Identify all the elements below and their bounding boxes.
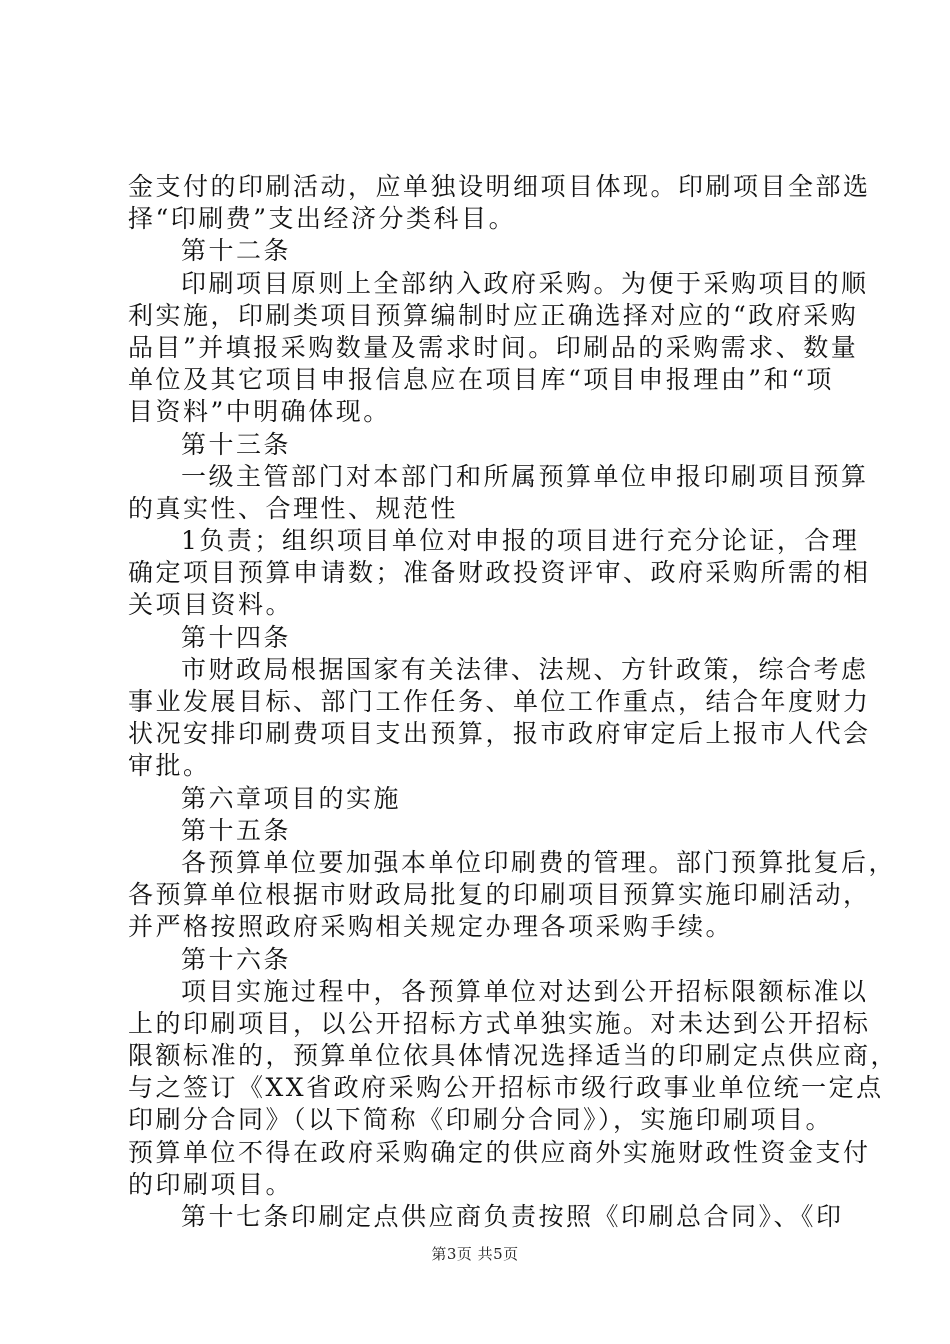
text-line: 第十六条 xyxy=(181,944,292,974)
text-line: 一级主管部门对本部门和所属预算单位申报印刷项目预算 xyxy=(181,461,869,491)
text-line: 目资料”中明确体现。 xyxy=(128,397,391,427)
text-line: 第六章项目的实施 xyxy=(181,783,402,813)
text-line: 预算单位不得在政府采购确定的供应商外实施财政性资金支付 xyxy=(128,1137,871,1167)
document-body xyxy=(128,171,899,1233)
text-line: 第十五条 xyxy=(181,815,292,845)
text-line: 项目实施过程中，各预算单位对达到公开招标限额标准以 xyxy=(181,976,869,1006)
text-line: 品目”并填报采购数量及需求时间。印刷品的采购需求、数量 xyxy=(128,332,859,362)
text-line: 确定项目预算申请数；准备财政投资评审、政府采购所需的相 xyxy=(128,558,871,588)
text-line: 印刷分合同》（以下简称《印刷分合同》），实施印刷项目。 xyxy=(128,1105,834,1135)
text-line: 并严格按照政府采购相关规定办理各项采购手续。 xyxy=(128,912,734,942)
text-line: 第十三条 xyxy=(181,429,292,459)
text-line: 金支付的印刷活动，应单独设明细项目体现。印刷项目全部选 xyxy=(128,172,871,201)
page-footer: 第3页 共5页 xyxy=(431,1245,519,1263)
text-line: 限额标准的，预算单位依具体情况选择适当的印刷定点供应商， xyxy=(128,1041,899,1071)
text-line: 择“印刷费”支出经济分类科目。 xyxy=(128,204,517,234)
text-line: 利实施，印刷类项目预算编制时应正确选择对应的“政府采购 xyxy=(128,300,859,330)
text-line: 第十四条 xyxy=(181,622,292,652)
text-line: 第十七条印刷定点供应商负责按照《印刷总合同》、《印 xyxy=(181,1202,844,1231)
text-line: 关项目资料。 xyxy=(128,590,294,620)
text-line: 的真实性、合理性、规范性 xyxy=(128,493,459,523)
text-line: 单位及其它项目申报信息应在项目库“项目申报理由”和“项 xyxy=(128,365,834,395)
text-line: 市财政局根据国家有关法律、法规、方针政策，综合考虑 xyxy=(181,654,869,684)
text-line: 第十二条 xyxy=(181,236,292,266)
text-line: 各预算单位要加强本单位印刷费的管理。部门预算批复后， xyxy=(181,847,897,877)
text-line: 1负责；组织项目单位对申报的项目进行充分论证，合理 xyxy=(181,526,860,556)
text-line: 状况安排印刷费项目支出预算，报市政府审定后上报市人代会 xyxy=(128,719,871,749)
text-line: 审批。 xyxy=(128,751,211,781)
text-line: 与之签订《XX省政府采购公开招标市级行政事业单位统一定点 xyxy=(128,1073,884,1103)
text-line: 的印刷项目。 xyxy=(128,1169,294,1199)
text-line: 事业发展目标、部门工作任务、单位工作重点，结合年度财力 xyxy=(128,687,871,716)
text-line: 印刷项目原则上全部纳入政府采购。为便于采购项目的顺 xyxy=(181,268,869,298)
text-line: 上的印刷项目，以公开招标方式单独实施。对未达到公开招标 xyxy=(128,1008,871,1038)
text-line: 各预算单位根据市财政局批复的印刷项目预算实施印刷活动， xyxy=(128,880,871,910)
